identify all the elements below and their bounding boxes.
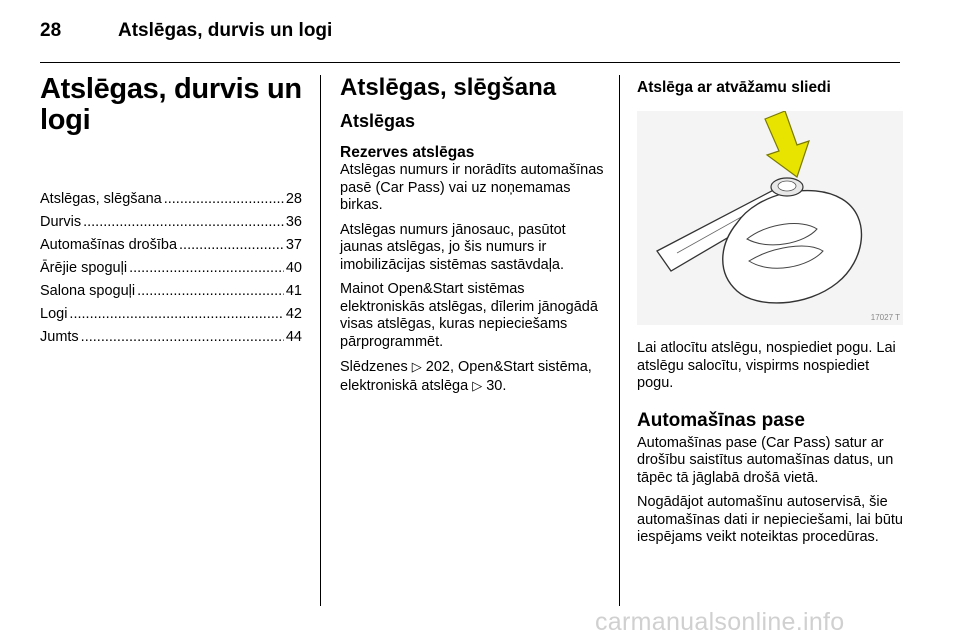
toc-item-page: 28 <box>285 191 302 207</box>
chapter-title: Atslēgas, durvis un logi <box>40 73 302 136</box>
table-of-contents <box>40 188 302 349</box>
toc-item-label: Durvis <box>40 214 82 230</box>
xref-link[interactable]: 202, Open&Start sistēma, elektroniskā atslēga <box>340 359 592 394</box>
header-rule <box>40 62 900 63</box>
toc-item[interactable] <box>40 188 302 211</box>
section-heading: Atslēgas, slēgšana <box>340 74 557 101</box>
page-number: 28 <box>40 20 62 41</box>
toc-leader <box>137 280 284 303</box>
toc-item-label: Automašīnas drošība <box>40 237 178 253</box>
paragraph: Automašīnas pase (Car Pass) satur ar drošību saistītus automašīnas datus, un tāpēc tā jāglabā drošā vietā. <box>637 434 894 486</box>
toc-item[interactable] <box>40 280 302 303</box>
page-ref-arrow-icon: ▷ <box>472 377 483 393</box>
toc-column <box>40 74 302 349</box>
right-column <box>637 74 903 554</box>
toc-item[interactable] <box>40 234 302 257</box>
toc-item[interactable] <box>40 211 302 234</box>
figure-number: 17027 T <box>870 313 900 322</box>
key-illustration <box>637 111 903 325</box>
toc-item-page: 44 <box>285 329 302 345</box>
running-title: Atslēgas, durvis un logi <box>118 20 333 41</box>
toc-item-page: 42 <box>285 306 302 322</box>
watermark: carmanualsonline.info <box>595 608 845 636</box>
toc-item-label: Atslēgas, slēgšana <box>40 191 162 207</box>
subsection-heading: Atslēgas <box>340 111 416 131</box>
toc-item-page: 37 <box>285 237 302 253</box>
toc-leader <box>179 234 284 257</box>
toc-leader <box>164 188 284 211</box>
toc-item[interactable] <box>40 303 302 326</box>
paragraph: Atslēgas numurs jānosauc, pasūtot jaunas atslēgas, jo šis numurs ir imobilizācijas sistēmas sastāvdaļa. <box>340 221 566 273</box>
toc-item-page: 41 <box>285 283 302 299</box>
toc-leader <box>83 211 284 234</box>
toc-item[interactable] <box>40 326 302 349</box>
cross-reference <box>340 358 604 395</box>
xref-text: Slēdzenes <box>340 359 412 375</box>
section-heading: Automašīnas pase <box>637 409 805 431</box>
press-arrow-icon <box>765 111 809 177</box>
toc-item[interactable] <box>40 257 302 280</box>
figure-caption: Lai atlocītu atslēgu, nospiediet pogu. Lai atslēgu salocītu, vispirms nospiediet pogu. <box>637 340 896 391</box>
subsection-heading: Atslēga ar atvāžamu sliedi <box>637 79 831 96</box>
page-ref-arrow-icon: ▷ <box>411 359 422 374</box>
toc-item-label: Salona spoguļi <box>40 283 136 299</box>
toc-item-page: 36 <box>285 214 302 230</box>
paragraph: Nogādājot automašīnu autoservisā, šie automašīnas dati ir nepieciešami, lai būtu iespējams veikt noteiktas procedūras. <box>637 494 903 545</box>
toc-item-label: Ārējie spoguļi <box>40 260 128 276</box>
paragraph: Atslēgas numurs ir norādīts automašīnas pasē (Car Pass) vai uz noņemamas birkas. <box>340 162 604 213</box>
toc-leader <box>69 303 283 326</box>
toc-leader <box>81 326 284 349</box>
paragraph: Mainot Open&Start sistēmas elektroniskās atslēgas, dīlerim jānogādā visas atslēgas, kuras nepieciešams pārprogrammēt. <box>340 281 598 350</box>
column-divider <box>320 75 321 606</box>
column-divider <box>619 75 620 606</box>
toc-leader <box>129 257 284 280</box>
xref-link[interactable]: 30. <box>482 377 507 394</box>
toc-item-page: 40 <box>285 260 302 276</box>
subsubsection-heading: Rezerves atslēgas <box>340 144 475 161</box>
main-column <box>340 74 604 402</box>
toc-item-label: Jumts <box>40 329 79 345</box>
folding-key-drawing <box>637 111 903 325</box>
toc-item-label: Logi <box>40 306 68 322</box>
